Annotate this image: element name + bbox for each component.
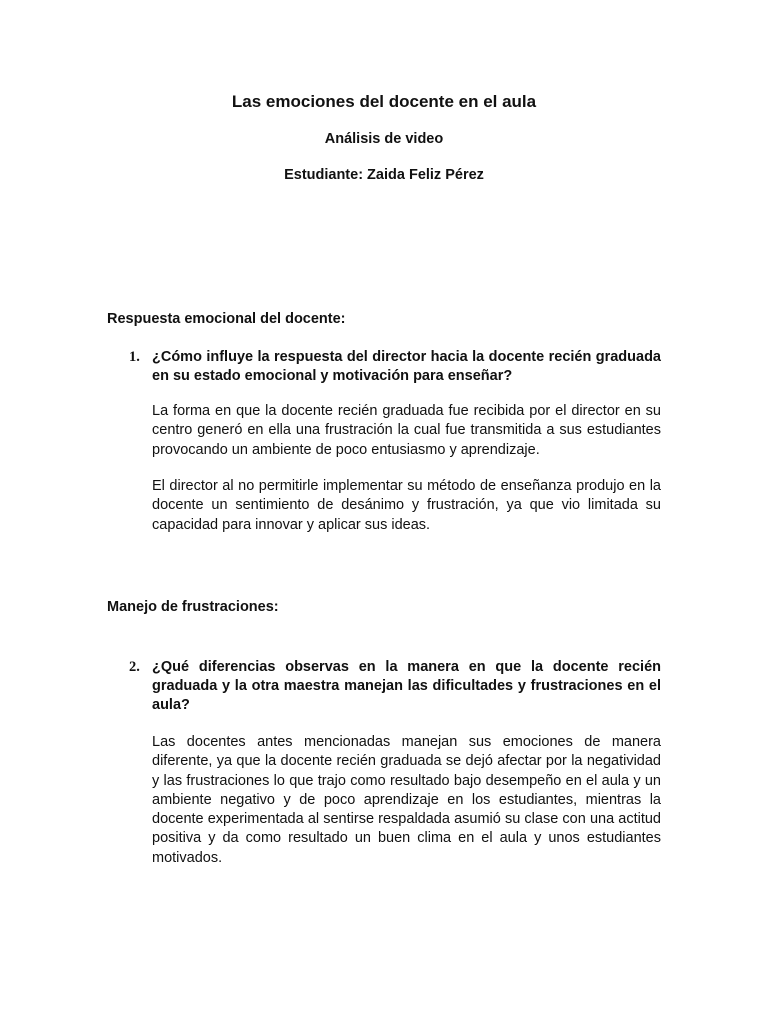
section-heading-emotional-response: Respuesta emocional del docente: [107, 311, 346, 327]
question-text: ¿Cómo influye la respuesta del director hacia la docente recién graduada en su estado emocional y motivación para enseñar? [152, 349, 661, 384]
answer-paragraph: El director al no permitirle implementar su método de enseñanza produjo en la docente un sentimiento de desánimo y frustración, ya que vio limitada su capacidad para innovar y aplicar sus ideas. [152, 478, 661, 533]
question-number: 2. [129, 659, 140, 675]
student-name: Estudiante: Zaida Feliz Pérez [284, 167, 484, 183]
question-text: ¿Qué diferencias observas en la manera en que la docente recién graduada y la otra maestra manejan las dificultades y frustraciones en el aula? [152, 659, 661, 713]
question-number: 1. [129, 349, 140, 365]
answer-paragraph: La forma en que la docente recién graduada fue recibida por el director en su centro generó en ella una frustración la cual fue transmitida a sus estudiantes provocando un ambiente de poco entusiasmo y aprendizaje. [152, 403, 661, 458]
answer-paragraph: Las docentes antes mencionadas manejan sus emociones de manera diferente, ya que la docente recién graduada se dejó afectar por la negatividad y las frustraciones lo que trajo como resultado bajo desempeño en el aula y un ambiente negativo y de poco aprendizaje en los estudiantes, mientras la docente experimentada al sentirse respaldada asumió su clase con una actitud positiva y da como resultado un buen clima en el aula y unos estudiantes motivados. [152, 734, 661, 866]
document-subtitle: Análisis de video [324, 131, 444, 147]
section-heading-frustration-management: Manejo de frustraciones: [107, 599, 279, 615]
question-1 [129, 348, 661, 386]
question-2 [129, 658, 661, 715]
document-title: Las emociones del docente en el aula [231, 92, 537, 111]
